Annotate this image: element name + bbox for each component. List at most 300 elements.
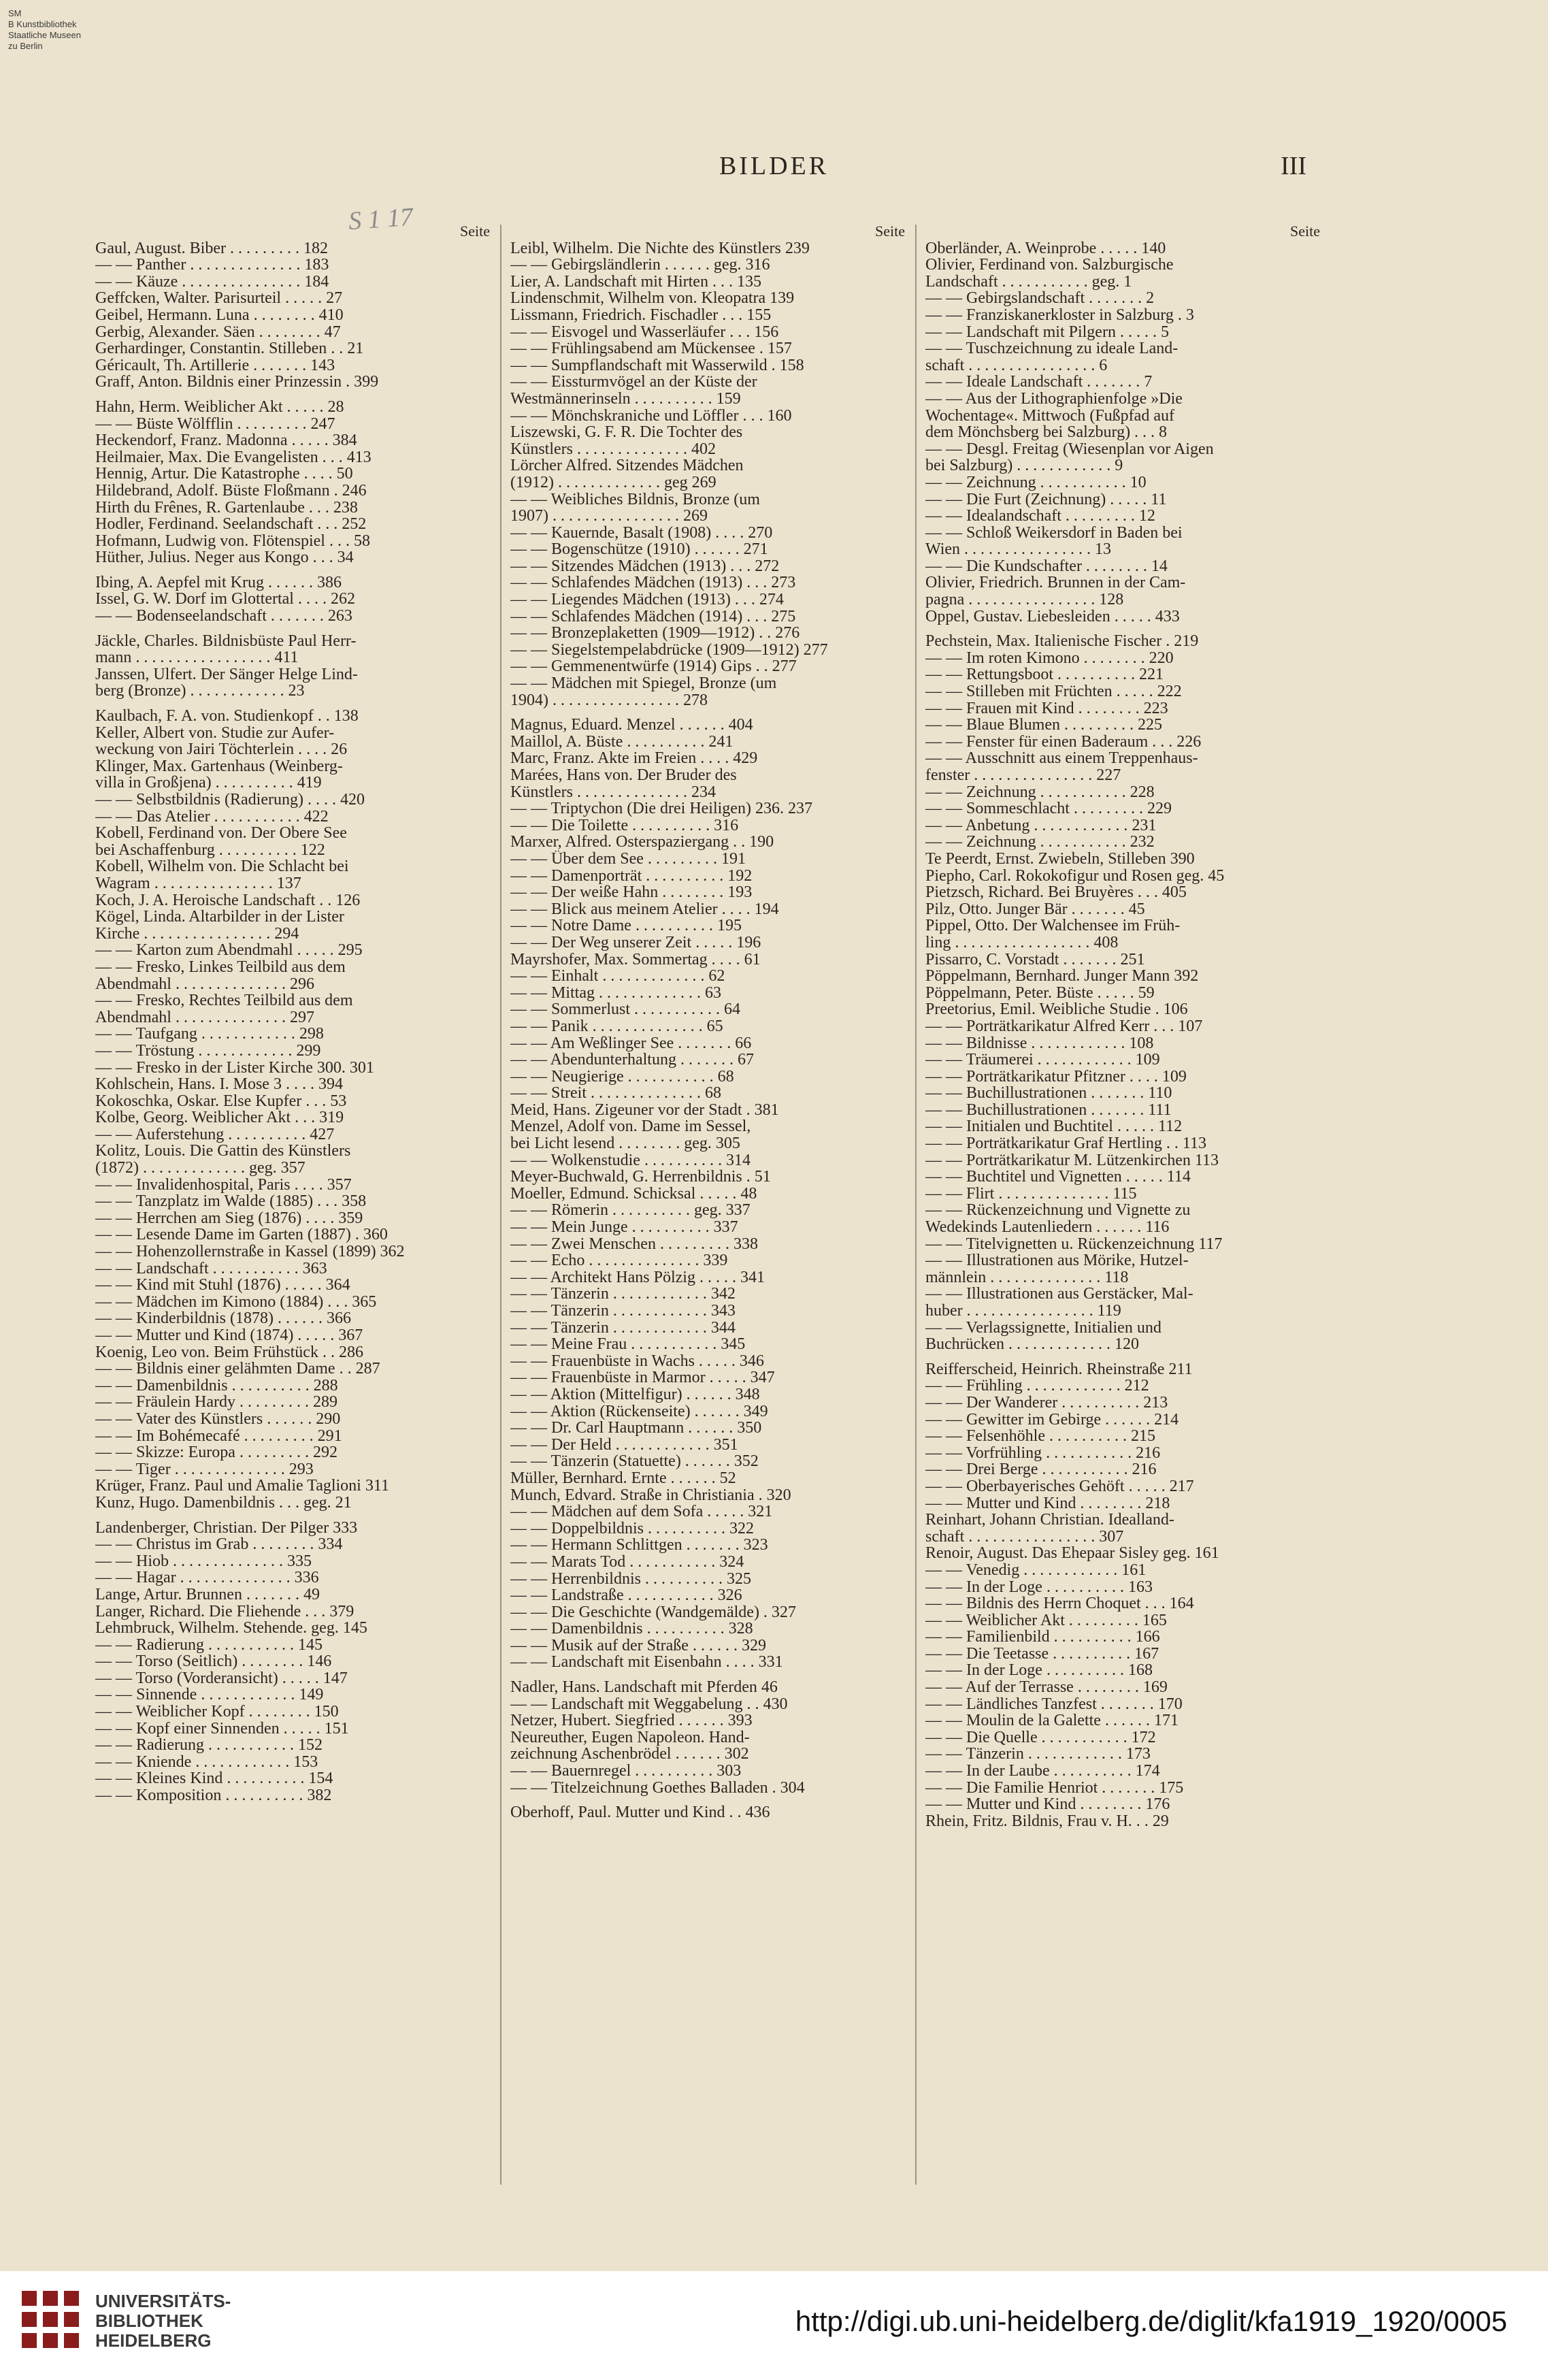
index-entry: — — Buchillustrationen . . . . . . . 111 [925,1101,1172,1119]
index-entry: — — Mädchen im Kimono (1884) . . . 365 [95,1293,377,1311]
index-entry: Heilmaier, Max. Die Evangelisten . . . 413 [95,449,372,466]
index-entry: — — Aktion (Mittelfigur) . . . . . . 348 [510,1386,760,1403]
index-entry: — — Frühling . . . . . . . . . . . . 212 [925,1378,1149,1395]
index-entry: — — Fresko, Linkes Teilbild aus dem [95,958,346,976]
university-logo-icon [18,2287,83,2352]
index-entry: — — Radierung . . . . . . . . . . . 145 [95,1636,323,1654]
index-entry: — — Triptychon (Die drei Heiligen) 236. 237 [510,800,812,817]
index-entry: — — Idealandschaft . . . . . . . . . 12 [925,508,1155,525]
index-entry: Oberhoff, Paul. Mutter und Kind . . 436 [510,1804,770,1821]
index-entry: — — Selbstbildnis (Radierung) . . . . 420 [95,792,365,809]
index-entry: — — Marats Tod . . . . . . . . . . . 324 [510,1553,744,1571]
index-entry: Kögel, Linda. Altarbilder in der Lister [95,909,344,926]
index-entry: — — Landschaft . . . . . . . . . . . 363 [95,1260,327,1277]
index-entry: Munch, Edvard. Straße in Christiania . 320 [510,1486,791,1504]
index-entry: — — Kauernde, Basalt (1908) . . . . 270 [510,524,773,542]
index-entry: Künstlers . . . . . . . . . . . . . . 234 [510,783,716,801]
index-entry: — — Karton zum Abendmahl . . . . . 295 [95,942,363,959]
index-entry: Geffcken, Walter. Parisurteil . . . . . 27 [95,290,343,307]
index-entry: — — Blick aus meinem Atelier . . . . 194 [510,900,779,918]
index-entry: — — Landstraße . . . . . . . . . . . 326 [510,1587,742,1604]
index-entry: — — Sommeschlacht . . . . . . . . . 229 [925,800,1172,817]
index-entry: — — Büste Wölfflin . . . . . . . . . 247 [95,415,335,433]
index-entry: — — Buchtitel und Vignetten . . . . . 114 [925,1169,1191,1186]
index-entry: — — Porträtkarikatur Alfred Kerr . . . 107 [925,1017,1203,1035]
index-entry: — — Eissturmvögel an der Küste der [510,374,757,391]
index-entry: — — Fenster für einen Baderaum . . . 226 [925,733,1202,751]
index-entry: Hofmann, Ludwig von. Flötenspiel . . . 58 [95,532,370,550]
seite-label: Seite [460,223,490,240]
index-entry: — — Illustrationen aus Gerstäcker, Mal- [925,1286,1193,1303]
index-entry: Olivier, Friedrich. Brunnen in der Cam- [925,574,1186,592]
index-entry: bei Aschaffenburg . . . . . . . . . . 122 [95,841,325,859]
index-entry: Hahn, Herm. Weiblicher Akt . . . . . 28 [95,398,344,416]
index-entry: Wagram . . . . . . . . . . . . . . . 137 [95,875,301,892]
index-entry: — — Eisvogel und Wasserläufer . . . 156 [510,323,779,341]
index-entry: — — Oberbayerisches Gehöft . . . . . 217 [925,1478,1194,1495]
index-entry: Wochentage«. Mittwoch (Fußpfad auf [925,407,1174,425]
index-entry: — — Gebirgsländlerin . . . . . . geg. 316 [510,257,770,274]
index-entry: — — Musik auf der Straße . . . . . . 329 [510,1637,766,1654]
index-entry: Abendmahl . . . . . . . . . . . . . . 297 [95,1009,314,1026]
index-entry: — — Gebirgslandschaft . . . . . . . 2 [925,290,1155,307]
index-entry: mann . . . . . . . . . . . . . . . . . 411 [95,649,299,666]
index-entry [95,625,490,633]
index-entry: — — Die Teetasse . . . . . . . . . . 167 [925,1645,1159,1663]
index-entry: dem Mönchsberg bei Salzburg) . . . 8 [925,424,1168,441]
index-entry: berg (Bronze) . . . . . . . . . . . . 23 [95,683,305,700]
index-entry: Kokoschka, Oskar. Else Kupfer . . . 53 [95,1092,347,1110]
index-entry [510,708,905,717]
index-entry: Lehmbruck, Wilhelm. Stehende. geg. 145 [95,1620,367,1637]
index-entry: — — Venedig . . . . . . . . . . . . 161 [925,1561,1147,1579]
index-entry: Gerhardinger, Constantin. Stilleben . . 21 [95,340,364,357]
seite-label: Seite [1290,223,1320,240]
index-entry: Pissarro, C. Vorstadt . . . . . . . 251 [925,951,1145,968]
index-entry: — — Vater des Künstlers . . . . . . 290 [95,1410,341,1428]
index-entry: Kohlschein, Hans. I. Mose 3 . . . . 394 [95,1076,343,1093]
index-entry: Lange, Artur. Brunnen . . . . . . . 49 [95,1586,320,1603]
index-entry [925,625,1320,633]
index-entry: — — Initialen und Buchtitel . . . . . 112 [925,1118,1183,1136]
index-entry: Geibel, Hermann. Luna . . . . . . . . 410 [95,306,344,324]
index-entry: — — Mutter und Kind . . . . . . . . 176 [925,1796,1170,1813]
index-entry: ling . . . . . . . . . . . . . . . . . 408 [925,934,1119,951]
index-entry: Langer, Richard. Die Fliehende . . . 379 [95,1603,355,1620]
index-entry: — — Das Atelier . . . . . . . . . . . 422 [95,808,329,826]
index-entry: — — Kopf einer Sinnenden . . . . . 151 [95,1720,349,1738]
index-entry: Graff, Anton. Bildnis einer Prinzessin . 399 [95,374,379,391]
index-entry: Wedekinds Lautenliedern . . . . . . 116 [925,1219,1170,1236]
index-entry: — — Frühlingsabend am Mückensee . 157 [510,340,792,357]
stamp-line: B Kunstbibliothek [8,19,77,29]
index-entry: Moeller, Edmund. Schicksal . . . . . 48 [510,1185,757,1203]
index-entry: — — Hohenzollernstraße in Kassel (1899) 362 [95,1243,405,1260]
index-entry: — — Am Weßlinger See . . . . . . . 66 [510,1034,752,1052]
index-entry: — — Mittag . . . . . . . . . . . . . 63 [510,984,721,1002]
index-entry: Mayrshofer, Max. Sommertag . . . . 61 [510,951,761,968]
index-entry: — — Moulin de la Galette . . . . . . 171 [925,1712,1179,1729]
index-entry: — — Neugierige . . . . . . . . . . . 68 [510,1068,734,1086]
index-entry: Landenberger, Christian. Der Pilger 333 [95,1519,358,1537]
index-entry: — — Ausschnitt aus einem Treppenhaus- [925,750,1198,767]
index-entry: Marxer, Alfred. Osterspaziergang . . 190 [510,834,774,851]
index-entry: Keller, Albert von. Studie zur Aufer- [95,724,335,742]
index-entry: — — Titelzeichnung Goethes Balladen . 304 [510,1779,805,1797]
index-column-right [925,223,1320,2163]
index-entry: — — Dr. Carl Hauptmann . . . . . . 350 [510,1420,762,1437]
index-entry: bei Licht lesend . . . . . . . . geg. 305 [510,1135,740,1152]
index-column-middle [510,223,905,2163]
index-entry: Reifferscheid, Heinrich. Rheinstraße 211 [925,1360,1193,1378]
column-divider [500,225,501,2185]
index-entry: — — Invalidenhospital, Paris . . . . 357 [95,1176,352,1194]
index-entry: Oberländer, A. Weinprobe . . . . . 140 [925,240,1166,257]
index-entry: — — Bogenschütze (1910) . . . . . . 271 [510,541,768,558]
index-entry: — — Die Quelle . . . . . . . . . . . 172 [925,1729,1156,1746]
index-entry: — — Der Held . . . . . . . . . . . . 351 [510,1436,738,1454]
index-entry: — — Komposition . . . . . . . . . . 382 [95,1787,332,1804]
index-entry: — — Anbetung . . . . . . . . . . . . 231 [925,817,1157,834]
seite-label: Seite [875,223,905,240]
index-entry: — — Tänzerin . . . . . . . . . . . . 344 [510,1319,736,1337]
index-entry: — — Familienbild . . . . . . . . . . 166 [925,1629,1160,1646]
index-entry: — — Der weiße Hahn . . . . . . . . 193 [510,884,753,901]
footer-bar [0,2271,1548,2380]
index-entry: bei Salzburg) . . . . . . . . . . . . 9 [925,457,1123,474]
index-entry: — — Architekt Hans Pölzig . . . . . 341 [510,1269,765,1286]
index-entry: Lissmann, Friedrich. Fischadler . . . 155 [510,306,772,324]
index-entry: Nadler, Hans. Landschaft mit Pferden 46 [510,1679,778,1696]
index-entry: 1907) . . . . . . . . . . . . . . . . 269 [510,508,708,525]
index-entry: — — Porträtkarikatur M. Lützenkirchen 113 [925,1152,1219,1169]
index-entry: Reinhart, Johann Christian. Idealland- [925,1512,1174,1529]
index-entry: — — Tröstung . . . . . . . . . . . . 299 [95,1042,321,1060]
index-entry: Hildebrand, Adolf. Büste Floßmann . 246 [95,482,367,500]
index-entry: — — Gemmenentwürfe (1914) Gips . . 277 [510,658,797,676]
index-entry: — — Die Kundschafter . . . . . . . . 14 [925,557,1168,575]
index-entry: — — Tänzerin . . . . . . . . . . . . 343 [510,1303,736,1320]
index-entry: Kolbe, Georg. Weiblicher Akt . . . 319 [95,1109,344,1126]
index-entry: Menzel, Adolf von. Dame im Sessel, [510,1118,751,1136]
index-entry: — — Mein Junge . . . . . . . . . . 337 [510,1219,738,1236]
index-entry: pagna . . . . . . . . . . . . . . . . 128 [925,591,1124,608]
index-entry: — — Sitzendes Mädchen (1913) . . . 272 [510,557,780,575]
index-entry: — — Gewitter im Gebirge . . . . . . 214 [925,1411,1179,1429]
index-entry: — — Sumpflandschaft mit Wasserwild . 158 [510,357,804,374]
index-entry: Jäckle, Charles. Bildnisbüste Paul Herr- [95,632,357,650]
index-entry: zeichnung Aschenbrödel . . . . . . 302 [510,1746,749,1763]
index-entry: — — Siegelstempelabdrücke (1909—1912) 277 [510,641,828,659]
index-entry: — — Bauernregel . . . . . . . . . . 303 [510,1763,742,1780]
index-entry: — — Auf der Terrasse . . . . . . . . 169 [925,1679,1168,1696]
index-entry: Hüther, Julius. Neger aus Kongo . . . 34 [95,549,354,566]
index-entry: Hirth du Frênes, R. Gartenlaube . . . 238 [95,499,358,517]
index-entry: — — Weiblicher Akt . . . . . . . . . 165 [925,1612,1167,1629]
index-entry: — — Landschaft mit Pilgern . . . . . 5 [925,323,1169,341]
index-entry: — — Meine Frau . . . . . . . . . . . 345 [510,1336,746,1353]
index-entry: — — Bronzeplaketten (1909—1912) . . 276 [510,625,800,642]
index-entry: — — Die Geschichte (Wandgemälde) . 327 [510,1603,796,1621]
index-entry: Künstlers . . . . . . . . . . . . . . 402 [510,440,716,458]
index-entry: — — Im Bohémecafé . . . . . . . . . 291 [95,1427,342,1445]
index-entry: — — Stilleben mit Früchten . . . . . 222 [925,683,1182,700]
index-entry: — — Bildnisse . . . . . . . . . . . . 108 [925,1034,1154,1052]
index-entry: — — Bodenseelandschaft . . . . . . . 263 [95,608,352,625]
index-entry: — — Hagar . . . . . . . . . . . . . . 336 [95,1569,319,1586]
index-entry: — — Franziskanerkloster in Salzburg . 3 [925,306,1194,324]
index-entry: — — Frauen mit Kind . . . . . . . . 223 [925,700,1168,717]
index-entry: — — Tiger . . . . . . . . . . . . . . 293 [95,1461,314,1478]
index-entry: — — Käuze . . . . . . . . . . . . . . . 184 [95,273,329,291]
index-entry: — — Verlagssignette, Initialien und [925,1319,1162,1337]
index-entry: — — Titelvignetten u. Rückenzeichnung 117 [925,1235,1223,1253]
index-entry: Westmännerinseln . . . . . . . . . . 159 [510,390,741,408]
index-entry: — — Panther . . . . . . . . . . . . . . 183 [95,257,329,274]
index-entry: — — Drei Berge . . . . . . . . . . . 216 [925,1461,1157,1478]
index-entry: — — Fresko in der Lister Kirche 300. 301 [95,1059,374,1077]
index-entry: — — Mutter und Kind . . . . . . . . 218 [925,1495,1170,1512]
index-entry: Koenig, Leo von. Beim Frühstück . . 286 [95,1343,363,1361]
index-entry: — — Träumerei . . . . . . . . . . . . 109 [925,1052,1160,1069]
index-entry: — — Weiblicher Kopf . . . . . . . . 150 [95,1704,339,1721]
index-entry: — — Im roten Kimono . . . . . . . . 220 [925,649,1174,667]
index-entry: — — Vorfrühling . . . . . . . . . . . 216 [925,1444,1161,1462]
index-entry: — — Die Furt (Zeichnung) . . . . . 11 [925,491,1167,508]
index-entry: — — Flirt . . . . . . . . . . . . . . 115 [925,1185,1137,1203]
column-divider [915,225,917,2185]
index-entry: Pechstein, Max. Italienische Fischer . 219 [925,633,1199,650]
index-entry: — — Fräulein Hardy . . . . . . . . . 289 [95,1394,337,1411]
index-entry: schaft . . . . . . . . . . . . . . . . 6 [925,357,1108,374]
index-entry: Pilz, Otto. Junger Bär . . . . . . . 45 [925,900,1145,918]
index-entry: — — Die Toilette . . . . . . . . . . 316 [510,817,739,834]
index-entry: Janssen, Ulfert. Der Sänger Helge Lind- [95,666,358,683]
index-entry: — — Ländliches Tanzfest . . . . . . . 170 [925,1695,1183,1713]
index-entry: Netzer, Hubert. Siegfried . . . . . . 393 [510,1712,753,1729]
index-entry: Gaul, August. Biber . . . . . . . . . 182 [95,240,328,257]
index-entry: — — Rettungsboot . . . . . . . . . . 221 [925,666,1164,684]
index-entry: Abendmahl . . . . . . . . . . . . . . 296 [95,975,314,993]
index-entry: — — Porträtkarikatur Pfitzner . . . . 109 [925,1068,1187,1086]
index-entry: — — Tänzerin . . . . . . . . . . . . 342 [510,1286,736,1303]
index-entry: Meyer-Buchwald, G. Herrenbildnis . 51 [510,1169,771,1186]
index-entry: — — Tänzerin . . . . . . . . . . . . 173 [925,1746,1151,1763]
index-entry: — — Mädchen auf dem Sofa . . . . . 321 [510,1503,773,1520]
index-entry: — — Mädchen mit Spiegel, Bronze (um [510,675,777,692]
index-entry: — — Frauenbüste in Wachs . . . . . 346 [510,1352,764,1370]
index-entry: Lindenschmit, Wilhelm von. Kleopatra 139 [510,290,795,307]
index-entry: — — Liegendes Mädchen (1913) . . . 274 [510,591,784,608]
index-entry: — — Desgl. Freitag (Wiesenplan vor Aigen [925,440,1214,458]
index-entry: — — Wolkenstudie . . . . . . . . . . 314 [510,1152,751,1169]
page-title: BILDER [719,152,829,180]
index-entry: — — Kind mit Stuhl (1876) . . . . . 364 [95,1277,350,1294]
index-entry: — — Fresko, Rechtes Teilbild aus dem [95,992,353,1009]
index-entry: Neureuther, Eugen Napoleon. Hand- [510,1729,750,1746]
index-entry: Marées, Hans von. Der Bruder des [510,767,737,784]
index-entry: — — Der Weg unserer Zeit . . . . . 196 [510,934,761,951]
index-entry: Géricault, Th. Artillerie . . . . . . . 143 [95,357,335,374]
index-entry: — — Hiob . . . . . . . . . . . . . . 335 [95,1552,312,1570]
index-entry: — — Herrchen am Sieg (1876) . . . . 359 [95,1209,363,1227]
index-entry: — — Felsenhöhle . . . . . . . . . . 215 [925,1428,1155,1445]
library-name-line: UNIVERSITÄTS- [95,2291,231,2311]
stamp-line: SM [8,8,22,18]
index-entry: — — Zwei Menschen . . . . . . . . . 338 [510,1235,758,1253]
index-entry: — — Zeichnung . . . . . . . . . . . 232 [925,834,1155,851]
index-entry: Renoir, August. Das Ehepaar Sisley geg. 161 [925,1545,1219,1562]
index-entry: — — Kleines Kind . . . . . . . . . . 154 [95,1770,333,1788]
index-entry: 1904) . . . . . . . . . . . . . . . . 278 [510,691,708,709]
index-entry: — — Sommerlust . . . . . . . . . . . 64 [510,1001,741,1018]
index-entry: — — Christus im Grab . . . . . . . . 334 [95,1536,343,1553]
index-entry: — — Landschaft mit Eisenbahn . . . . 331 [510,1654,783,1672]
index-entry: — — Landschaft mit Weggabelung . . 430 [510,1695,788,1713]
stamp-line: zu Berlin [8,41,43,51]
index-entry [95,700,490,708]
index-entry: — — Damenbildnis . . . . . . . . . . 328 [510,1620,753,1637]
index-entry: Kunz, Hugo. Damenbildnis . . . geg. 21 [95,1494,352,1512]
index-entry: Müller, Bernhard. Ernte . . . . . . 52 [510,1469,736,1487]
index-entry [925,1353,1320,1361]
index-entry: Lörcher Alfred. Sitzendes Mädchen [510,457,744,474]
index-entry [510,1796,905,1804]
index-entry: Te Peerdt, Ernst. Zwiebeln, Stilleben 390 [925,850,1195,868]
index-entry: Kirche . . . . . . . . . . . . . . . . 294 [95,925,299,943]
index-entry: Lier, A. Landschaft mit Hirten . . . 135 [510,273,761,291]
index-entry: — — Auferstehung . . . . . . . . . . 427 [95,1126,335,1143]
index-entry: — — Schloß Weikersdorf in Baden bei [925,524,1183,542]
index-entry: — — Skizze: Europa . . . . . . . . . 292 [95,1444,337,1461]
index-column-left [95,223,490,2163]
index-entry: männlein . . . . . . . . . . . . . . 118 [925,1269,1129,1286]
index-entry: Kobell, Ferdinand von. Der Obere See [95,825,347,842]
index-entry: Preetorius, Emil. Weibliche Studie . 106 [925,1001,1188,1018]
index-entry: — — Herrenbildnis . . . . . . . . . . 325 [510,1570,751,1588]
stamp-line: Staatliche Museen [8,30,81,40]
index-entry: weckung von Jairi Töchterlein . . . . 26 [95,741,348,758]
index-entry: Magnus, Eduard. Menzel . . . . . . 404 [510,717,753,734]
index-entry: — — Notre Dame . . . . . . . . . . 195 [510,917,742,934]
index-entry: — — In der Loge . . . . . . . . . . 163 [925,1578,1153,1596]
index-entry: — — Bildnis einer gelähmten Dame . . 287 [95,1360,380,1378]
index-entry: — — Einhalt . . . . . . . . . . . . . 62 [510,968,725,985]
index-entry: — — Abendunterhaltung . . . . . . . 67 [510,1052,754,1069]
index-entry: — — Panik . . . . . . . . . . . . . . 65 [510,1017,723,1035]
index-entry: Leibl, Wilhelm. Die Nichte des Künstlers 239 [510,240,810,257]
index-entry: — — Porträtkarikatur Graf Hertling . . 113 [925,1135,1207,1152]
index-entry: — — Der Wanderer . . . . . . . . . . 213 [925,1394,1168,1412]
index-entry: — — Ideale Landschaft . . . . . . . 7 [925,374,1153,391]
index-entry [95,566,490,574]
index-entry: — — Doppelbildnis . . . . . . . . . . 322 [510,1520,754,1537]
index-entry: Hennig, Artur. Die Katastrophe . . . . 50 [95,466,353,483]
index-entry: (1872) . . . . . . . . . . . . . geg. 357 [95,1160,306,1177]
index-entry: — — Echo . . . . . . . . . . . . . . 339 [510,1252,728,1269]
library-stamp [8,8,110,52]
index-entry: Ibing, A. Aepfel mit Krug . . . . . . 386 [95,574,342,591]
index-entry: — — Kinderbildnis (1878) . . . . . . 366 [95,1310,351,1327]
index-entry: Hodler, Ferdinand. Seelandschaft . . . 252 [95,516,367,533]
library-name-line: BIBLIOTHEK [95,2311,203,2331]
index-entry: Issel, G. W. Dorf im Glottertal . . . . 262 [95,591,355,608]
index-entry: Landschaft . . . . . . . . . . . geg. 1 [925,273,1132,291]
index-entry: — — Illustrationen aus Mörike, Hutzel- [925,1252,1189,1269]
index-entry: fenster . . . . . . . . . . . . . . . 227 [925,767,1121,784]
source-url-link[interactable]: http://digi.ub.uni-heidelberg.de/diglit/kfa1919_1920/0005 [795,2305,1507,2337]
index-entry: villa in Großjena) . . . . . . . . . . 419 [95,775,322,792]
index-entry: — — Torso (Seitlich) . . . . . . . . 146 [95,1653,332,1670]
page-number: III [1281,152,1306,180]
index-entry: — — Damenbildnis . . . . . . . . . . 288 [95,1377,338,1395]
library-name-line: HEIDELBERG [95,2330,212,2351]
index-entry [95,1512,490,1520]
index-entry: — — Kniende . . . . . . . . . . . . 153 [95,1753,318,1771]
index-entry: Buchrücken . . . . . . . . . . . . . 120 [925,1336,1139,1353]
index-entry: — — Bildnis des Herrn Choquet . . . 164 [925,1595,1194,1612]
index-entry: — — Lesende Dame im Garten (1887) . 360 [95,1226,388,1244]
library-name [95,2292,231,2351]
index-entry: Krüger, Franz. Paul und Amalie Taglioni 311 [95,1478,389,1495]
index-entry: — — Zeichnung . . . . . . . . . . . 10 [925,474,1147,491]
index-entry: — — Über dem See . . . . . . . . . 191 [510,850,746,868]
index-entry: Marc, Franz. Akte im Freien . . . . 429 [510,750,758,767]
index-entry: — — Torso (Vorderansicht) . . . . . 147 [95,1669,348,1687]
index-entry: — — Weibliches Bildnis, Bronze (um [510,491,760,508]
index-entry: huber . . . . . . . . . . . . . . . . 119 [925,1303,1121,1320]
index-entry [95,391,490,399]
index-entry: Liszewski, G. F. R. Die Tochter des [510,424,743,441]
index-entry: Wien . . . . . . . . . . . . . . . . 13 [925,541,1112,558]
index-entry: Rhein, Fritz. Bildnis, Frau v. H. . . 29 [925,1812,1169,1830]
index-entry: — — Damenporträt . . . . . . . . . . 192 [510,867,753,885]
index-entry: — — Frauenbüste in Marmor . . . . . 347 [510,1369,775,1386]
index-entry: Klinger, Max. Gartenhaus (Weinberg- [95,757,343,775]
index-entry: — — Aus der Lithographienfolge »Die [925,390,1183,408]
index-entry: Gerbig, Alexander. Säen . . . . . . . . 47 [95,323,341,341]
index-entry: — — Aktion (Rückenseite) . . . . . . 349 [510,1403,768,1420]
index-entry: — — Radierung . . . . . . . . . . . 152 [95,1737,323,1754]
index-entry: — — Die Familie Henriot . . . . . . . 175 [925,1779,1184,1797]
index-entry: — — Blaue Blumen . . . . . . . . . 225 [925,717,1162,734]
index-entry: Meid, Hans. Zigeuner vor der Stadt . 381 [510,1101,779,1119]
index-entry: — — Zeichnung . . . . . . . . . . . 228 [925,783,1155,801]
index-entry: Kaulbach, F. A. von. Studienkopf . . 138 [95,708,359,725]
index-entry: — — Rückenzeichnung und Vignette zu [925,1202,1191,1220]
index-entry: — — Schlafendes Mädchen (1914) . . . 275 [510,608,796,625]
index-entry: schaft . . . . . . . . . . . . . . . . 307 [925,1528,1124,1546]
index-entry: — — Mönchskraniche und Löffler . . . 160 [510,407,792,425]
index-entry: — — In der Laube . . . . . . . . . . 174 [925,1763,1160,1780]
index-entry: Oppel, Gustav. Liebesleiden . . . . . 433 [925,608,1180,625]
index-entry: — — In der Loge . . . . . . . . . . 168 [925,1662,1153,1680]
index-entry: (1912) . . . . . . . . . . . . . geg 269 [510,474,717,491]
index-entry: Koch, J. A. Heroische Landschaft . . 126 [95,892,361,909]
index-entry: — — Buchillustrationen . . . . . . . 110 [925,1085,1172,1102]
index-entry: — — Tuschzeichnung zu ideale Land- [925,340,1179,357]
index-entry [510,1671,905,1679]
index-entry: — — Taufgang . . . . . . . . . . . . 298 [95,1026,324,1043]
index-entry: Pöppelmann, Bernhard. Junger Mann 392 [925,968,1199,985]
index-entry: Kolitz, Louis. Die Gattin des Künstlers [95,1143,351,1160]
index-entry: Pippel, Otto. Der Walchensee im Früh- [925,917,1181,934]
index-entry: Olivier, Ferdinand von. Salzburgische [925,257,1174,274]
index-entry: — — Mutter und Kind (1874) . . . . . 367 [95,1327,363,1344]
index-entry: Kobell, Wilhelm von. Die Schlacht bei [95,858,349,875]
index-entry: — — Streit . . . . . . . . . . . . . . 68 [510,1085,721,1102]
pencil-annotation: S 1 17 [347,202,414,236]
